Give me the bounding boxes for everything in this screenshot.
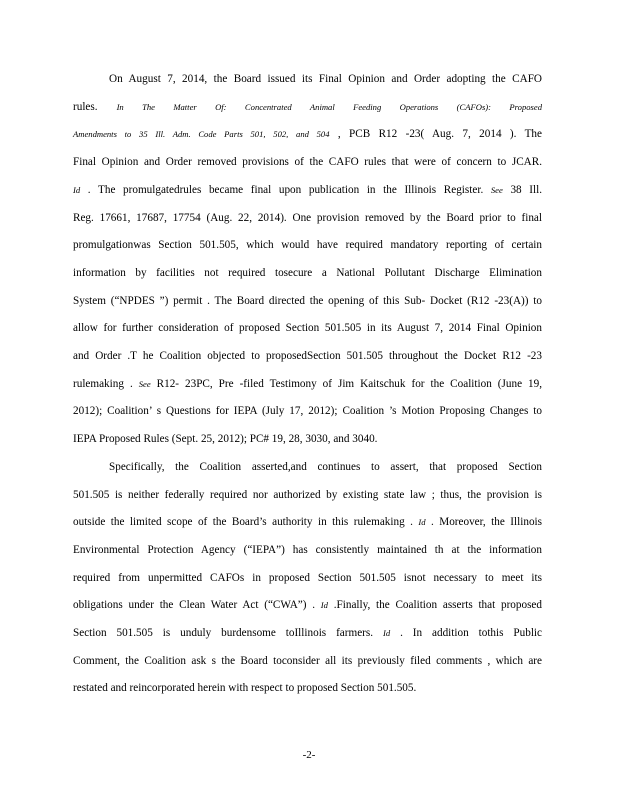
text-line bbox=[73, 654, 542, 668]
text-segment: and Order .T he Coalition objected to proposedSection 501.505 throughout the Docket R12 -23 bbox=[73, 350, 542, 362]
text-line bbox=[73, 183, 542, 197]
text-line bbox=[73, 377, 542, 391]
text-segment: allow for further consideration of proposed Section 501.505 in its August 7, 2014 Final Opinion bbox=[73, 322, 542, 335]
text-segment: 38 Ill. bbox=[502, 183, 542, 196]
text-segment: . Moreover, the Illinois bbox=[425, 516, 542, 529]
text-line bbox=[73, 100, 542, 114]
text-line bbox=[73, 294, 542, 308]
italic-citation: See bbox=[490, 184, 503, 195]
text-segment: System (“NPDES ”) permit . The Board directed the opening of this Sub- Docket (R12 -23(A)) to bbox=[73, 294, 542, 307]
text-segment: required from unpermitted CAFOs in proposed Section 501.505 isnot necessary to meet its bbox=[73, 571, 542, 584]
italic-citation: See bbox=[138, 378, 151, 389]
text-segment: . The promulgatedrules became final upon publication in the Illinois Register. bbox=[80, 183, 491, 196]
italic-citation: Id bbox=[73, 184, 81, 195]
italic-citation: Id bbox=[418, 517, 426, 528]
text-segment: Reg. 17661, 17687, 17754 (Aug. 22, 2014). One provision removed by the Board prior to final bbox=[73, 211, 542, 224]
text-segment: Specifically, the Coalition asserted,and continues to assert, that proposed Section bbox=[109, 460, 542, 473]
text-line bbox=[109, 460, 542, 474]
text-segment: Environmental Protection Agency (“IEPA”) has consistently maintained th at the information bbox=[73, 543, 542, 556]
text-segment: rules. bbox=[73, 100, 117, 113]
text-segment: restated and reincorporated herein with respect to proposed Section 501.505. bbox=[73, 682, 417, 695]
text-line bbox=[73, 681, 542, 695]
text-segment: Section 501.505 is unduly burdensome toIllinois farmers. bbox=[73, 627, 383, 639]
text-segment: promulgationwas Section 501.505, which would have required mandatory reporting of certain bbox=[73, 239, 542, 252]
italic-citation: Id bbox=[382, 628, 391, 638]
text-segment: IEPA Proposed Rules (Sept. 25, 2012); PC# 19, 28, 3030, and 3040. bbox=[73, 433, 378, 446]
text-line bbox=[73, 626, 542, 640]
text-line bbox=[73, 543, 542, 557]
text-line bbox=[73, 266, 542, 280]
text-line bbox=[73, 349, 542, 363]
text-segment: outside the limited scope of the Board’s authority in this rulemaking . bbox=[73, 516, 419, 529]
text-line bbox=[73, 404, 542, 418]
italic-citation: In The Matter Of: Concentrated Animal Feeding Operations (CAFOs): Proposed bbox=[116, 101, 542, 112]
text-segment: rulemaking . bbox=[73, 377, 139, 390]
text-segment: 2012); Coalition’ s Questions for IEPA (July 17, 2012); Coalition ’s Motion Proposing Changes to bbox=[73, 405, 542, 418]
text-line bbox=[73, 432, 542, 446]
text-segment: obligations under the Clean Water Act (“CWA”) . bbox=[73, 599, 321, 612]
text-line bbox=[73, 515, 542, 529]
text-line bbox=[73, 211, 542, 225]
text-segment: . In addition tothis Public bbox=[390, 627, 542, 639]
text-segment: Comment, the Coalition ask s the Board toconsider all its previously filed comments , which are bbox=[73, 654, 542, 667]
text-line bbox=[73, 127, 542, 141]
page-number: -2- bbox=[302, 749, 316, 761]
text-line bbox=[73, 488, 542, 502]
text-segment: R12- 23PC, Pre -filed Testimony of Jim Kaitschuk for the Coalition (June 19, bbox=[150, 377, 543, 390]
text-segment: Final Opinion and Order removed provisions of the CAFO rules that were of concern to JCAR. bbox=[73, 156, 542, 169]
text-line bbox=[73, 155, 542, 169]
italic-citation: Id bbox=[320, 600, 328, 611]
text-line bbox=[73, 238, 542, 252]
text-segment: , PCB R12 -23( Aug. 7, 2014 ). The bbox=[329, 128, 542, 141]
text-segment: information by facilities not required tosecure a National Pollutant Discharge Elimination bbox=[73, 266, 542, 279]
text-segment: 501.505 is neither federally required nor authorized by existing state law ; thus, the provision is bbox=[73, 488, 542, 501]
text-line bbox=[109, 72, 542, 86]
text-line bbox=[73, 598, 542, 612]
text-segment: .Finally, the Coalition asserts that proposed bbox=[327, 599, 542, 612]
text-line bbox=[73, 571, 542, 585]
text-line bbox=[73, 321, 542, 335]
italic-citation: Amendments to 35 Ill. Adm. Code Parts 501, 502, and 504 bbox=[73, 129, 330, 140]
text-segment: On August 7, 2014, the Board issued its Final Opinion and Order adopting the CAFO bbox=[109, 73, 542, 85]
